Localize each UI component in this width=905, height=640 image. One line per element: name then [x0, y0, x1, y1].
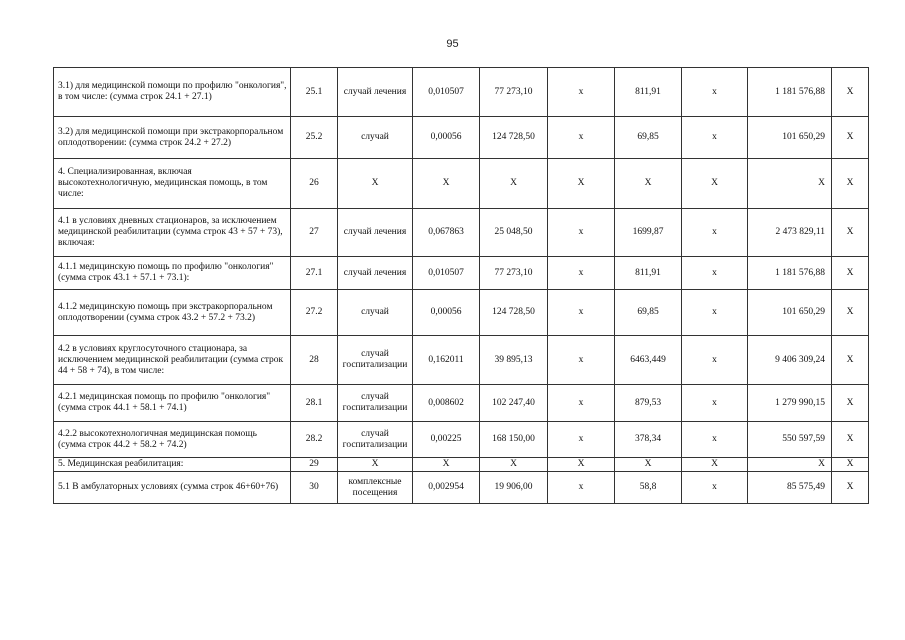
- total-cost: 101 650,29: [748, 290, 832, 336]
- cell-col10: Х: [832, 159, 869, 209]
- per-capita-value: 378,34: [615, 422, 682, 458]
- total-cost: Х: [748, 159, 832, 209]
- per-capita-value: Х: [615, 458, 682, 472]
- table-row: [54, 117, 869, 159]
- row-description: 4.1 в условиях дневных стационаров, за исключением медицинской реабилитации (сумма строк 43 + 57 + 73), включая:: [54, 209, 291, 257]
- cell-col10: Х: [832, 422, 869, 458]
- row-number: 27.2: [291, 290, 338, 336]
- table-row: [54, 257, 869, 290]
- unit-cost: 124 728,50: [480, 290, 548, 336]
- cell-col8: х: [682, 385, 748, 422]
- table-row: [54, 209, 869, 257]
- row-number: 25.2: [291, 117, 338, 159]
- row-number: 29: [291, 458, 338, 472]
- total-cost: 1 279 990,15: [748, 385, 832, 422]
- table-row: [54, 290, 869, 336]
- cell-col10: Х: [832, 117, 869, 159]
- row-description: 4. Специализированная, включая высокотехнологичную, медицинская помощь, в том числе:: [54, 159, 291, 209]
- total-cost: 101 650,29: [748, 117, 832, 159]
- cell-col8: х: [682, 290, 748, 336]
- per-capita-value: 58,8: [615, 472, 682, 504]
- cell-col8: Х: [682, 458, 748, 472]
- cell-col8: Х: [682, 159, 748, 209]
- row-number: 28.1: [291, 385, 338, 422]
- table-body: [54, 68, 869, 504]
- cell-col6: х: [548, 472, 615, 504]
- cell-col10: Х: [832, 385, 869, 422]
- cell-col6: х: [548, 385, 615, 422]
- table-row: [54, 472, 869, 504]
- cell-col6: х: [548, 422, 615, 458]
- unit-cost: 77 273,10: [480, 257, 548, 290]
- per-capita-value: 811,91: [615, 68, 682, 117]
- per-capita-value: 69,85: [615, 290, 682, 336]
- cell-col6: Х: [548, 159, 615, 209]
- unit-cost: 19 906,00: [480, 472, 548, 504]
- row-number: 27: [291, 209, 338, 257]
- unit-of-measure: Х: [338, 458, 413, 472]
- volume-norm: 0,00056: [413, 117, 480, 159]
- per-capita-value: Х: [615, 159, 682, 209]
- row-number: 28.2: [291, 422, 338, 458]
- volume-norm: 0,010507: [413, 257, 480, 290]
- unit-cost: 77 273,10: [480, 68, 548, 117]
- volume-norm: 0,010507: [413, 68, 480, 117]
- table-row: [54, 336, 869, 385]
- cell-col8: х: [682, 472, 748, 504]
- unit-cost: Х: [480, 159, 548, 209]
- row-description: 4.1.1 медицинскую помощь по профилю "онкология" (сумма строк 43.1 + 57.1 + 73.1):: [54, 257, 291, 290]
- unit-cost: 124 728,50: [480, 117, 548, 159]
- cell-col10: Х: [832, 458, 869, 472]
- table-row: [54, 159, 869, 209]
- unit-cost: 168 150,00: [480, 422, 548, 458]
- table-row: [54, 458, 869, 472]
- total-cost: 550 597,59: [748, 422, 832, 458]
- per-capita-value: 1699,87: [615, 209, 682, 257]
- unit-of-measure: случай госпитализации: [338, 385, 413, 422]
- row-number: 28: [291, 336, 338, 385]
- unit-cost: 102 247,40: [480, 385, 548, 422]
- row-description: 4.2.1 медицинская помощь по профилю "онкология" (сумма строк 44.1 + 58.1 + 74.1): [54, 385, 291, 422]
- cell-col6: х: [548, 290, 615, 336]
- cell-col8: х: [682, 422, 748, 458]
- per-capita-value: 6463,449: [615, 336, 682, 385]
- unit-of-measure: случай: [338, 290, 413, 336]
- unit-of-measure: случай лечения: [338, 68, 413, 117]
- unit-of-measure: комплексные посещения: [338, 472, 413, 504]
- cell-col6: х: [548, 336, 615, 385]
- volume-norm: Х: [413, 159, 480, 209]
- table-row: [54, 385, 869, 422]
- cell-col10: Х: [832, 68, 869, 117]
- total-cost: 1 181 576,88: [748, 257, 832, 290]
- cell-col6: х: [548, 257, 615, 290]
- cell-col10: Х: [832, 209, 869, 257]
- cell-col8: х: [682, 209, 748, 257]
- total-cost: Х: [748, 458, 832, 472]
- cell-col8: х: [682, 336, 748, 385]
- page-number: 95: [446, 38, 459, 50]
- data-table: [53, 67, 869, 504]
- row-number: 27.1: [291, 257, 338, 290]
- table-row: [54, 68, 869, 117]
- row-description: 3.2) для медицинской помощи при экстракорпоральном оплодотворении: (сумма строк 24.2 + 27.2): [54, 117, 291, 159]
- row-number: 26: [291, 159, 338, 209]
- row-description: 5. Медицинская реабилитация:: [54, 458, 291, 472]
- cell-col6: х: [548, 117, 615, 159]
- volume-norm: 0,002954: [413, 472, 480, 504]
- cell-col10: Х: [832, 257, 869, 290]
- unit-cost: 39 895,13: [480, 336, 548, 385]
- unit-cost: 25 048,50: [480, 209, 548, 257]
- cell-col10: Х: [832, 472, 869, 504]
- total-cost: 1 181 576,88: [748, 68, 832, 117]
- volume-norm: 0,00056: [413, 290, 480, 336]
- cell-col10: Х: [832, 290, 869, 336]
- cell-col8: х: [682, 117, 748, 159]
- total-cost: 2 473 829,11: [748, 209, 832, 257]
- total-cost: 9 406 309,24: [748, 336, 832, 385]
- unit-of-measure: случай: [338, 117, 413, 159]
- cell-col10: Х: [832, 336, 869, 385]
- volume-norm: Х: [413, 458, 480, 472]
- row-description: 4.2 в условиях круглосуточного стационара, за исключением медицинской реабилитации (сумма строк 44 + 58 + 74), в том числе:: [54, 336, 291, 385]
- unit-cost: Х: [480, 458, 548, 472]
- unit-of-measure: случай лечения: [338, 257, 413, 290]
- row-description: 4.2.2 высокотехнологичная медицинская помощь (сумма строк 44.2 + 58.2 + 74.2): [54, 422, 291, 458]
- per-capita-value: 811,91: [615, 257, 682, 290]
- unit-of-measure: случай госпитализации: [338, 422, 413, 458]
- row-number: 30: [291, 472, 338, 504]
- volume-norm: 0,00225: [413, 422, 480, 458]
- row-description: 5.1 В амбулаторных условиях (сумма строк 46+60+76): [54, 472, 291, 504]
- volume-norm: 0,008602: [413, 385, 480, 422]
- per-capita-value: 879,53: [615, 385, 682, 422]
- total-cost: 85 575,49: [748, 472, 832, 504]
- volume-norm: 0,067863: [413, 209, 480, 257]
- cell-col8: х: [682, 68, 748, 117]
- cell-col6: х: [548, 68, 615, 117]
- unit-of-measure: Х: [338, 159, 413, 209]
- table-row: [54, 422, 869, 458]
- row-number: 25.1: [291, 68, 338, 117]
- unit-of-measure: случай госпитализации: [338, 336, 413, 385]
- cell-col6: Х: [548, 458, 615, 472]
- row-description: 3.1) для медицинской помощи по профилю "онкология", в том числе: (сумма строк 24.1 + 27.1): [54, 68, 291, 117]
- row-description: 4.1.2 медицинскую помощь при экстракорпоральном оплодотворении (сумма строк 43.2 + 57.2 + 73.2): [54, 290, 291, 336]
- volume-norm: 0,162011: [413, 336, 480, 385]
- per-capita-value: 69,85: [615, 117, 682, 159]
- unit-of-measure: случай лечения: [338, 209, 413, 257]
- cell-col8: х: [682, 257, 748, 290]
- cell-col6: х: [548, 209, 615, 257]
